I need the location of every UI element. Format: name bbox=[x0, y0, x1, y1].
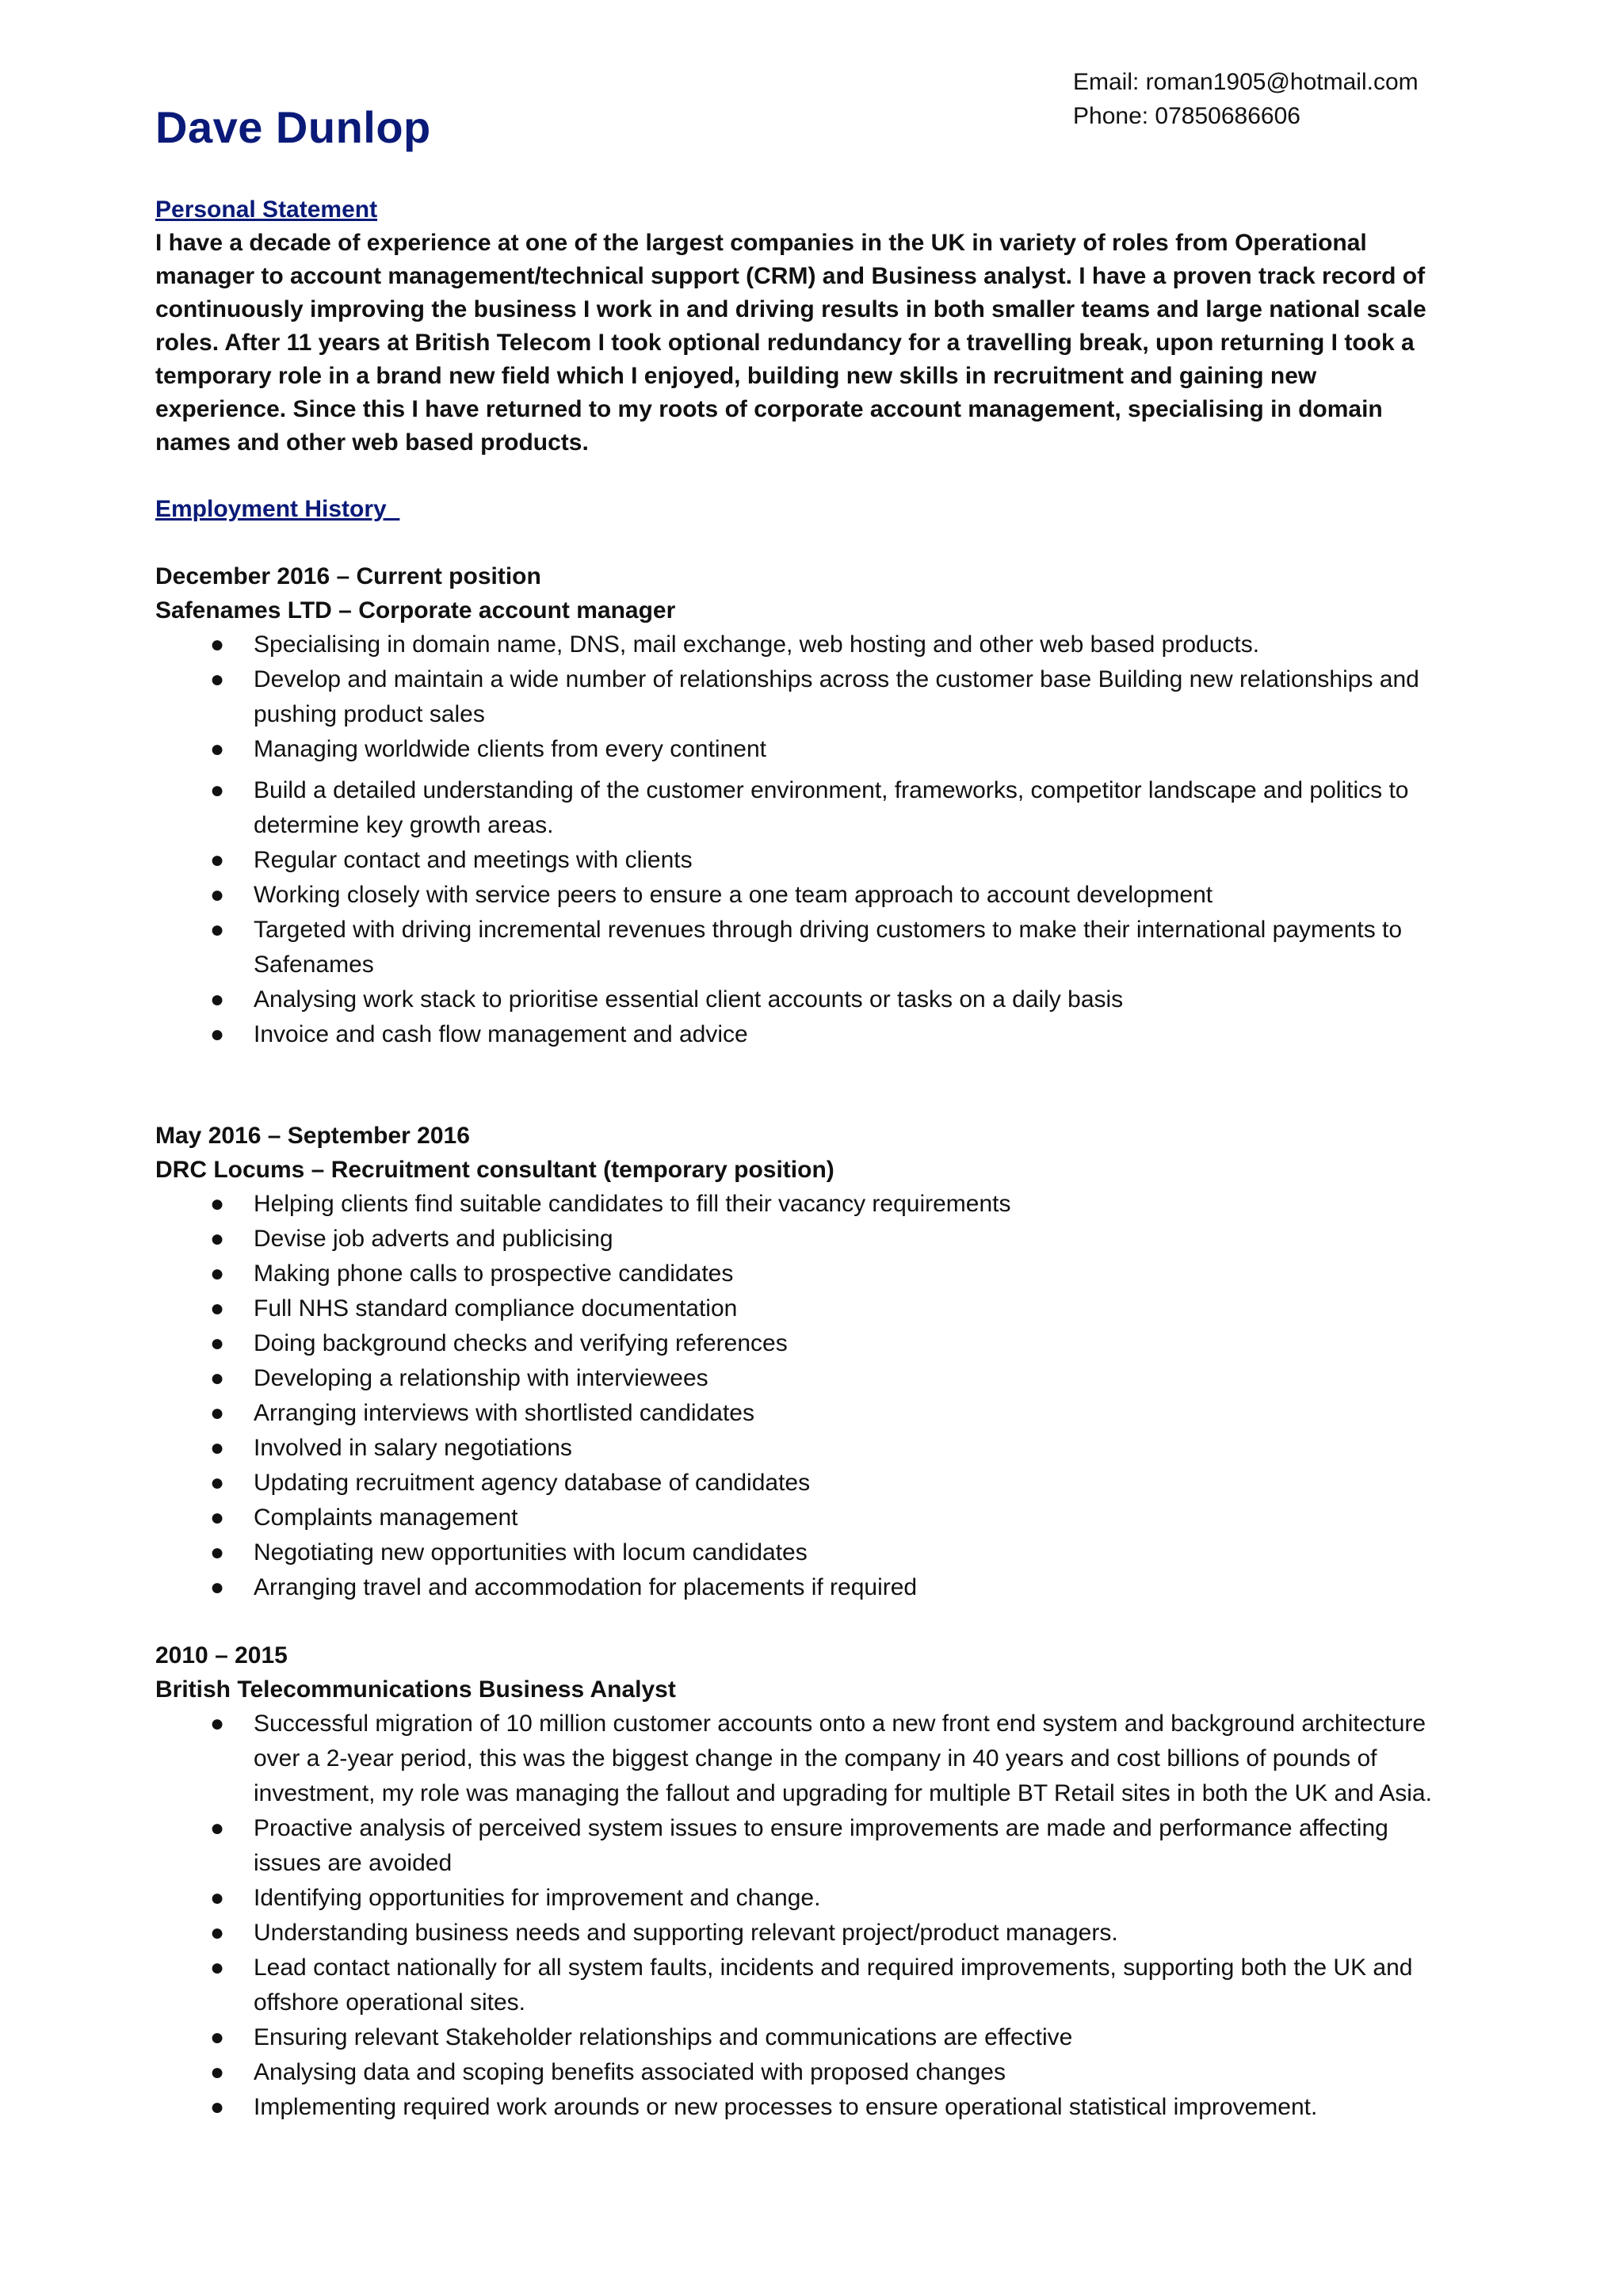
duty-text: Ensuring relevant Stakeholder relationships and communications are effective bbox=[254, 2024, 1073, 2050]
job-dates: December 2016 – Current position bbox=[155, 563, 541, 589]
duty-item bbox=[210, 1017, 1439, 1052]
duty-text: Negotiating new opportunities with locum candidates bbox=[254, 1539, 808, 1566]
bullet-icon: ● bbox=[210, 1191, 225, 1217]
duty-item bbox=[210, 1466, 1439, 1501]
duty-item bbox=[210, 627, 1439, 662]
duty-item bbox=[210, 982, 1439, 1017]
bullet-icon: ● bbox=[210, 1885, 225, 1911]
duty-text: Devise job adverts and publicising bbox=[254, 1226, 613, 1252]
duty-item bbox=[210, 878, 1439, 913]
duty-item bbox=[210, 1326, 1439, 1361]
bullet-icon: ● bbox=[210, 2024, 225, 2050]
duty-item bbox=[210, 1291, 1439, 1326]
duty-text: Arranging travel and accommodation for placements if required bbox=[254, 1574, 918, 1600]
duty-item bbox=[210, 773, 1439, 843]
bullet-icon: ● bbox=[210, 736, 225, 762]
duty-text: Targeted with driving incremental revenues through driving customers to make their international payments to Safenames bbox=[254, 917, 1403, 978]
duty-text: Identifying opportunities for improvement and change. bbox=[254, 1885, 821, 1911]
bullet-icon: ● bbox=[210, 1920, 225, 1946]
bullet-icon: ● bbox=[210, 882, 225, 908]
duty-item bbox=[210, 1396, 1439, 1431]
duty-item bbox=[210, 1811, 1439, 1881]
duty-text: Complaints management bbox=[254, 1505, 518, 1531]
job-duties-list bbox=[155, 1187, 1439, 1605]
bullet-icon: ● bbox=[210, 2059, 225, 2085]
bullet-icon: ● bbox=[210, 1295, 225, 1322]
duty-item bbox=[210, 1431, 1439, 1466]
duty-item bbox=[210, 2020, 1439, 2055]
duty-item bbox=[210, 2090, 1439, 2125]
bullet-icon: ● bbox=[210, 1365, 225, 1391]
bullet-icon: ● bbox=[210, 1021, 225, 1047]
bullet-icon: ● bbox=[210, 1815, 225, 1841]
contact-block bbox=[1073, 65, 1419, 133]
job-duties-list bbox=[155, 627, 1439, 1052]
bullet-icon: ● bbox=[210, 986, 225, 1013]
duty-item bbox=[210, 1881, 1439, 1916]
bullet-icon: ● bbox=[210, 1574, 225, 1600]
duty-item bbox=[210, 1501, 1439, 1535]
employment-history-heading: Employment History bbox=[155, 496, 400, 522]
duty-text: Updating recruitment agency database of candidates bbox=[254, 1470, 811, 1496]
duty-text: Managing worldwide clients from every continent bbox=[254, 736, 766, 762]
duty-item bbox=[210, 1187, 1439, 1222]
job-title: British Telecommunications Business Analyst bbox=[155, 1676, 676, 1703]
duty-text: Regular contact and meetings with clients bbox=[254, 847, 693, 873]
bullet-icon: ● bbox=[210, 1711, 225, 1737]
job-title: Safenames LTD – Corporate account manager bbox=[155, 597, 676, 624]
bullet-icon: ● bbox=[210, 1226, 225, 1252]
duty-item bbox=[210, 2055, 1439, 2090]
duty-text: Understanding business needs and supporting relevant project/product managers. bbox=[254, 1920, 1118, 1946]
cv-content bbox=[155, 193, 1439, 2125]
bullet-icon: ● bbox=[210, 2094, 225, 2120]
bullet-icon: ● bbox=[210, 1539, 225, 1566]
duty-text: Arranging interviews with shortlisted candidates bbox=[254, 1400, 754, 1426]
job-entry bbox=[155, 1638, 1439, 2125]
duty-text: Doing background checks and verifying references bbox=[254, 1330, 788, 1356]
duty-text: Lead contact nationally for all system faults, incidents and required improvements, supporting both the UK and offshore operational sites. bbox=[254, 1955, 1413, 2016]
duty-text: Helping clients find suitable candidates to fill their vacancy requirements bbox=[254, 1191, 1011, 1217]
duty-item bbox=[210, 1535, 1439, 1570]
job-entry bbox=[155, 1119, 1439, 1605]
contact-email: Email: roman1905@hotmail.com bbox=[1073, 69, 1419, 95]
duty-text: Full NHS standard compliance documentation bbox=[254, 1295, 738, 1322]
job-duties-list bbox=[155, 1707, 1439, 2125]
candidate-name: Dave Dunlop bbox=[155, 102, 431, 152]
bullet-icon: ● bbox=[210, 1470, 225, 1496]
bullet-icon: ● bbox=[210, 631, 225, 658]
duty-text: Implementing required work arounds or new processes to ensure operational statistical improvement. bbox=[254, 2094, 1318, 2120]
duty-text: Analysing data and scoping benefits associated with proposed changes bbox=[254, 2059, 1006, 2085]
duty-item bbox=[210, 1707, 1439, 1811]
duty-text: Develop and maintain a wide number of relationships across the customer base Building new relationships and pushing product sales bbox=[254, 666, 1419, 727]
duty-item bbox=[210, 1570, 1439, 1605]
duty-item bbox=[210, 1951, 1439, 2020]
bullet-icon: ● bbox=[210, 917, 225, 943]
duty-item bbox=[210, 1257, 1439, 1291]
duty-text: Involved in salary negotiations bbox=[254, 1435, 572, 1461]
bullet-icon: ● bbox=[210, 1435, 225, 1461]
bullet-icon: ● bbox=[210, 1505, 225, 1531]
duty-item bbox=[210, 662, 1439, 732]
duty-text: Working closely with service peers to ensure a one team approach to account development bbox=[254, 882, 1213, 908]
duty-item bbox=[210, 732, 1439, 767]
bullet-icon: ● bbox=[210, 666, 225, 692]
bullet-icon: ● bbox=[210, 1261, 225, 1287]
job-dates: May 2016 – September 2016 bbox=[155, 1123, 470, 1149]
duty-text: Successful migration of 10 million customer accounts onto a new front end system and background architecture over a 2-year period, this was the biggest change in the company in 40 years and cost billions of pounds of investment, my role was managing the fallout and upgrading for multiple BT Retail sites in both the UK and Asia. bbox=[254, 1711, 1432, 1806]
duty-text: Proactive analysis of perceived system issues to ensure improvements are made and performance affecting issues are avoided bbox=[254, 1815, 1388, 1876]
bullet-icon: ● bbox=[210, 847, 225, 873]
duty-item bbox=[210, 1916, 1439, 1951]
personal-statement-heading: Personal Statement bbox=[155, 196, 378, 223]
duty-text: Making phone calls to prospective candidates bbox=[254, 1261, 734, 1287]
bullet-icon: ● bbox=[210, 1330, 225, 1356]
duty-item bbox=[210, 1361, 1439, 1396]
bullet-icon: ● bbox=[210, 1400, 225, 1426]
job-title: DRC Locums – Recruitment consultant (temporary position) bbox=[155, 1157, 834, 1183]
personal-statement-text: I have a decade of experience at one of the largest companies in the UK in variety of roles from Operational manager to account management/technical support (CRM) and Business analyst. I have a proven track record of continuously improving the business I work in and driving results in both smaller teams and large national scale roles. After 11 years at British Telecom I took optional redundancy for a travelling break, upon returning I took a temporary role in a brand new field which I enjoyed, building new skills in recruitment and gaining new experience. Since this I have returned to my roots of corporate account management, specialising in domain names and other web based products. bbox=[155, 230, 1426, 456]
duty-text: Specialising in domain name, DNS, mail exchange, web hosting and other web based products. bbox=[254, 631, 1260, 658]
duty-item bbox=[210, 843, 1439, 878]
duty-text: Developing a relationship with interviewees bbox=[254, 1365, 708, 1391]
bullet-icon: ● bbox=[210, 1955, 225, 1981]
bullet-icon: ● bbox=[210, 777, 225, 803]
duty-text: Analysing work stack to prioritise essential client accounts or tasks on a daily basis bbox=[254, 986, 1124, 1013]
job-entry bbox=[155, 559, 1439, 1052]
duty-text: Build a detailed understanding of the customer environment, frameworks, competitor landscape and politics to determine key growth areas. bbox=[254, 777, 1409, 838]
duty-item bbox=[210, 1222, 1439, 1257]
duty-item bbox=[210, 913, 1439, 982]
job-dates: 2010 – 2015 bbox=[155, 1642, 288, 1669]
contact-phone: Phone: 07850686606 bbox=[1073, 103, 1300, 129]
duty-text: Invoice and cash flow management and advice bbox=[254, 1021, 748, 1047]
